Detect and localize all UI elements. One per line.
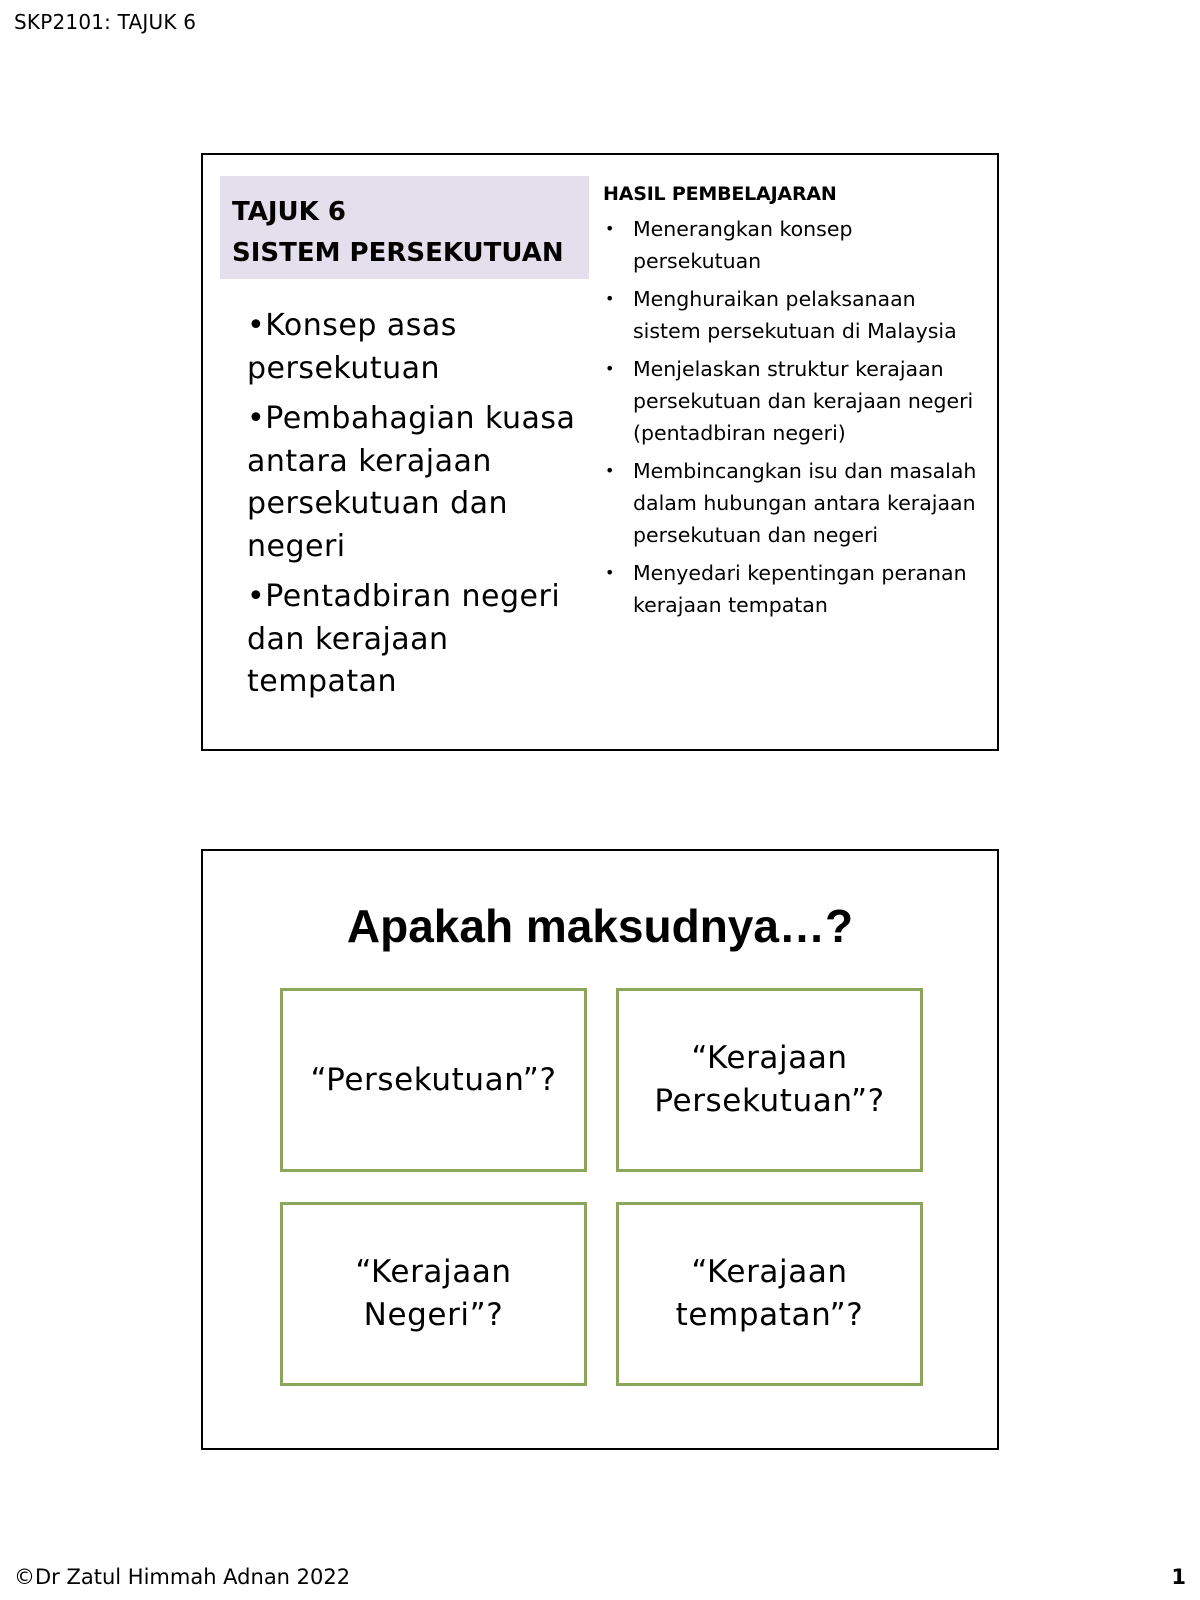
- outcome-item: [603, 353, 978, 449]
- content-item: •Pembahagian kuasa antara kerajaan persekutuan dan negeri: [247, 401, 576, 564]
- topic-title: SISTEM PERSEKUTUAN: [232, 238, 564, 268]
- bullet-icon: •: [605, 563, 615, 582]
- topic-title-box: [220, 176, 589, 279]
- topic-content-list: [247, 305, 577, 712]
- learning-outcomes: [603, 183, 978, 627]
- outcome-text: Membincangkan isu dan masalah dalam hubungan antara kerajaan persekutuan dan negeri: [633, 459, 977, 547]
- question-text: “Kerajaan Negeri”?: [355, 1254, 512, 1333]
- copyright-footer: ©Dr Zatul Himmah Adnan 2022: [14, 1565, 351, 1589]
- outcome-text: Menyedari kepentingan peranan kerajaan tempatan: [633, 561, 967, 617]
- page-number: 1: [1171, 1565, 1186, 1589]
- question-box-kerajaan-persekutuan: [616, 988, 923, 1172]
- slide-title: Apakah maksudnya…?: [346, 900, 854, 952]
- question-box-persekutuan: [280, 988, 587, 1172]
- bullet-icon: •: [605, 219, 615, 238]
- question-text: “Kerajaan tempatan”?: [675, 1254, 864, 1333]
- outcome-item: [603, 557, 978, 621]
- outcome-text: Menerangkan konsep persekutuan: [633, 217, 853, 273]
- question-text: “Kerajaan Persekutuan”?: [654, 1040, 885, 1119]
- topic-number: TAJUK 6: [232, 197, 346, 227]
- bullet-icon: •: [605, 359, 615, 378]
- outcome-text: Menjelaskan struktur kerajaan persekutuan dan kerajaan negeri (pentadbiran negeri): [633, 357, 974, 445]
- bullet-icon: •: [605, 289, 615, 308]
- outcome-text: Menghuraikan pelaksanaan sistem persekutuan di Malaysia: [633, 287, 957, 343]
- outcome-item: [603, 455, 978, 551]
- question-box-kerajaan-tempatan: [616, 1202, 923, 1386]
- bullet-icon: •: [605, 461, 615, 480]
- question-text: “Persekutuan”?: [310, 1061, 557, 1098]
- course-header: SKP2101: TAJUK 6: [14, 10, 197, 34]
- content-item: •Pentadbiran negeri dan kerajaan tempatan: [247, 579, 561, 699]
- outcome-item: [603, 213, 978, 277]
- outcome-item: [603, 283, 978, 347]
- learning-outcomes-title: HASIL PEMBELAJARAN: [603, 183, 837, 205]
- slide-definitions: [201, 849, 999, 1450]
- learning-outcomes-list: [603, 213, 978, 621]
- content-item: •Konsep asas persekutuan: [247, 308, 457, 386]
- slide-topic-overview: [201, 153, 999, 751]
- question-box-kerajaan-negeri: [280, 1202, 587, 1386]
